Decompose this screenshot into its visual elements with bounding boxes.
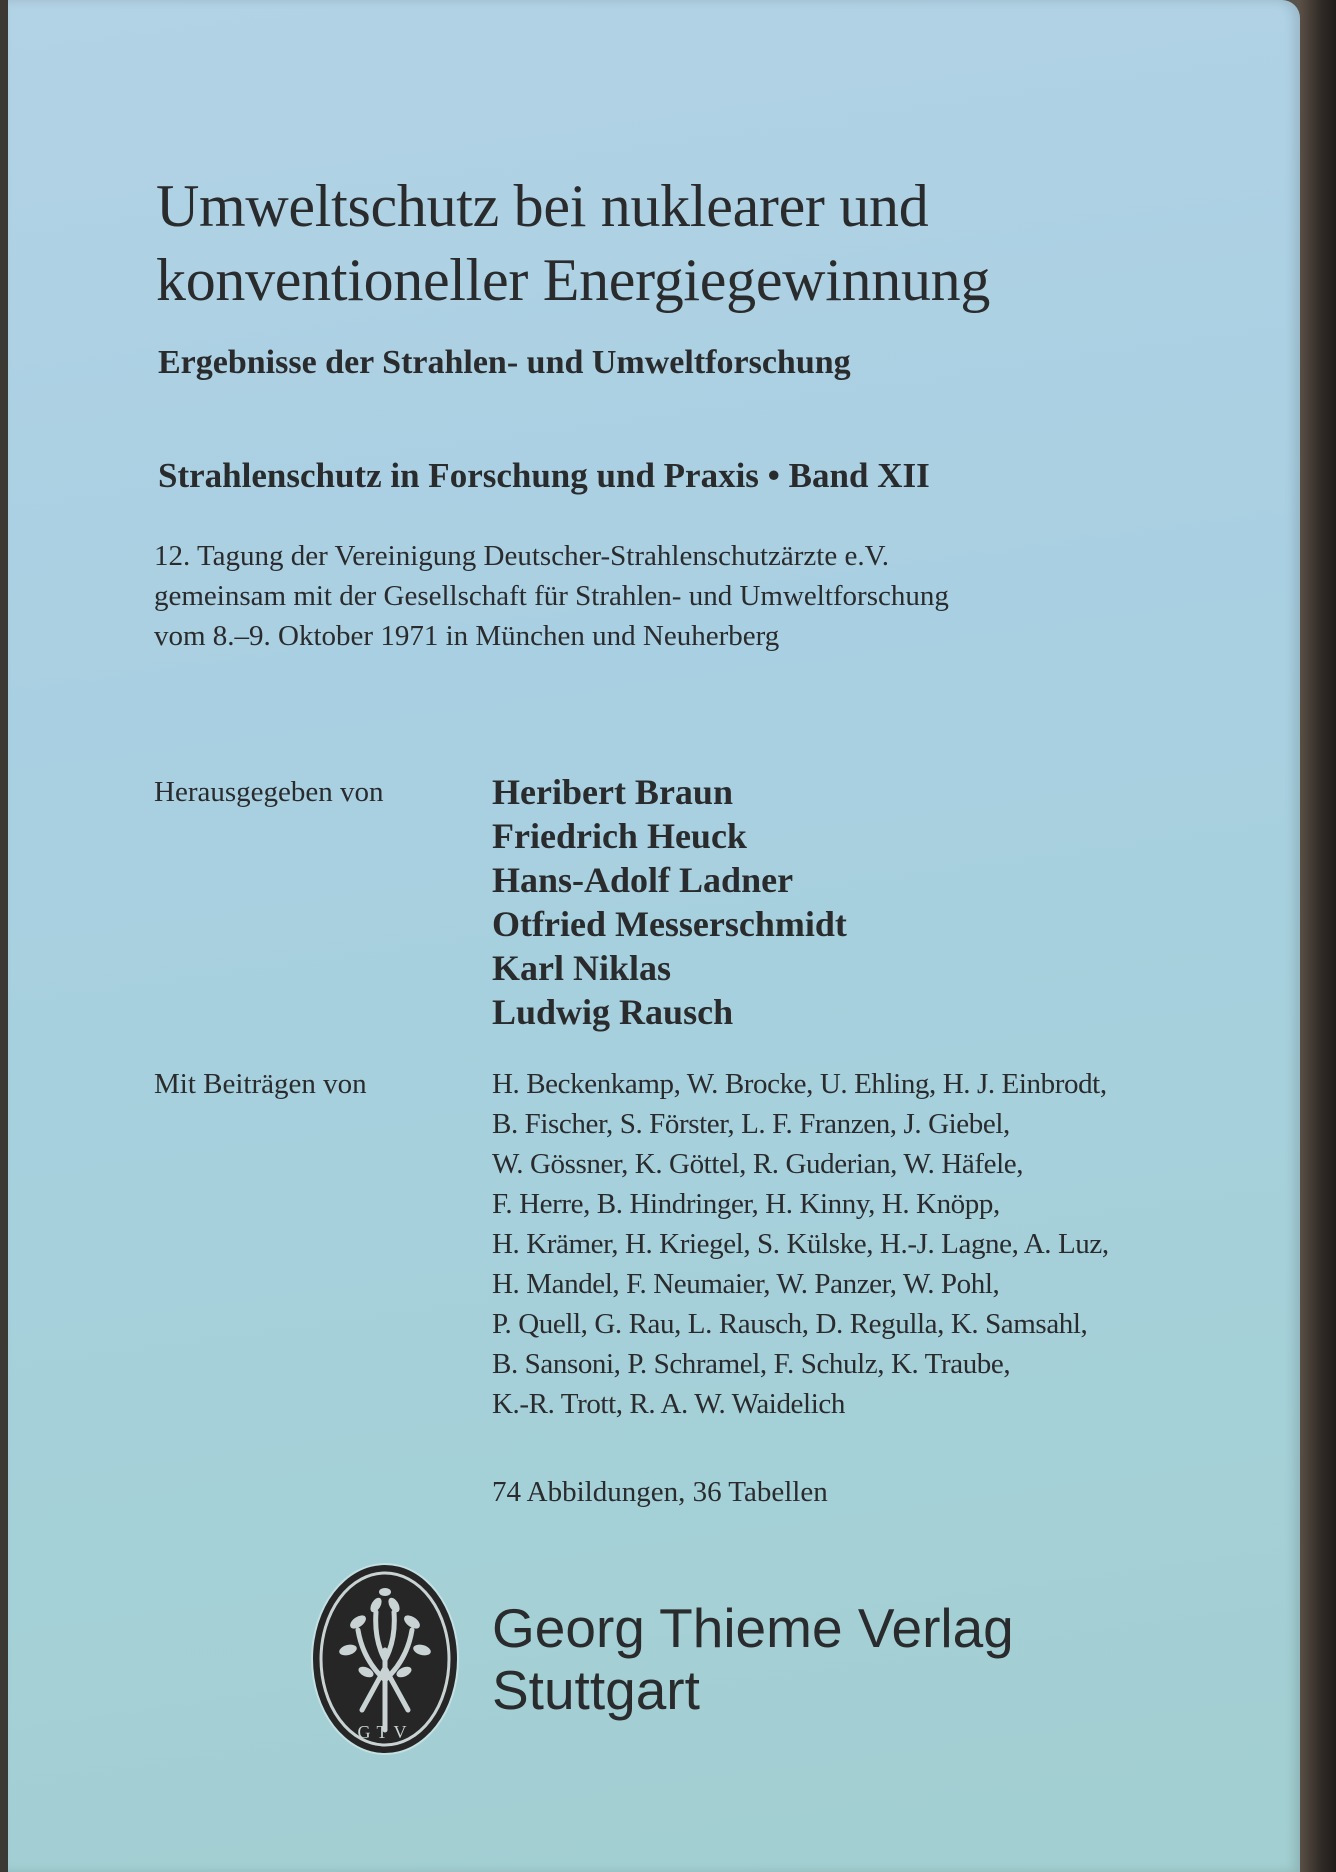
- contributors-line: H. Mandel, F. Neumaier, W. Panzer, W. Pohl,: [492, 1268, 1000, 1300]
- editor-name: Heribert Braun: [492, 772, 733, 812]
- editor-name: Hans-Adolf Ladner: [492, 860, 794, 900]
- contributors-line: B. Sansoni, P. Schramel, F. Schulz, K. Traube,: [492, 1348, 1011, 1380]
- contributors-line: H. Beckenkamp, W. Brocke, U. Ehling, H. J. Einbrodt,: [492, 1068, 1107, 1100]
- series-line: Strahlenschutz in Forschung und Praxis • Band XII: [158, 456, 930, 495]
- contributors-line: B. Fischer, S. Förster, L. F. Franzen, J. Giebel,: [492, 1108, 1010, 1140]
- background-edge: [1300, 0, 1336, 1872]
- svg-text:GTV: GTV: [357, 1722, 413, 1742]
- figures-note: 74 Abbildungen, 36 Tabellen: [492, 1476, 828, 1508]
- contributors-line: K.-R. Trott, R. A. W. Waidelich: [492, 1388, 845, 1420]
- editor-name: Friedrich Heuck: [492, 816, 747, 856]
- title-line-1: Umweltschutz bei nuklearer und: [156, 173, 929, 239]
- subtitle: Ergebnisse der Strahlen- und Umweltforschung: [158, 344, 851, 381]
- contributors-line: H. Krämer, H. Kriegel, S. Külske, H.-J. Lagne, A. Luz,: [492, 1228, 1109, 1260]
- editor-name: Ludwig Rausch: [492, 992, 734, 1032]
- editor-name: Otfried Messerschmidt: [492, 904, 847, 944]
- publisher-name: Georg Thieme Verlag: [492, 1597, 1014, 1659]
- meeting-line-2: gemeinsam mit der Gesellschaft für Strahlen- und Umweltforschung: [154, 580, 949, 612]
- title-line-2: konventioneller Energiegewinnung: [156, 247, 991, 313]
- meeting-line-3: vom 8.–9. Oktober 1971 in München und Neuherberg: [154, 620, 780, 652]
- contributors-line: F. Herre, B. Hindringer, H. Kinny, H. Knöpp,: [492, 1188, 1000, 1220]
- publisher-logo-icon: [308, 1560, 462, 1758]
- meeting-line-1: 12. Tagung der Vereinigung Deutscher-Strahlenschutzärzte e.V.: [154, 540, 890, 572]
- book-cover: [8, 0, 1300, 1872]
- contributors-line: P. Quell, G. Rau, L. Rausch, D. Regulla, K. Samsahl,: [492, 1308, 1088, 1340]
- editor-name: Karl Niklas: [492, 948, 672, 988]
- editors-label: Herausgegeben von: [154, 776, 384, 808]
- contributors-label: Mit Beiträgen von: [154, 1068, 367, 1100]
- publisher-city: Stuttgart: [492, 1659, 700, 1721]
- contributors-line: W. Gössner, K. Göttel, R. Guderian, W. Häfele,: [492, 1148, 1024, 1180]
